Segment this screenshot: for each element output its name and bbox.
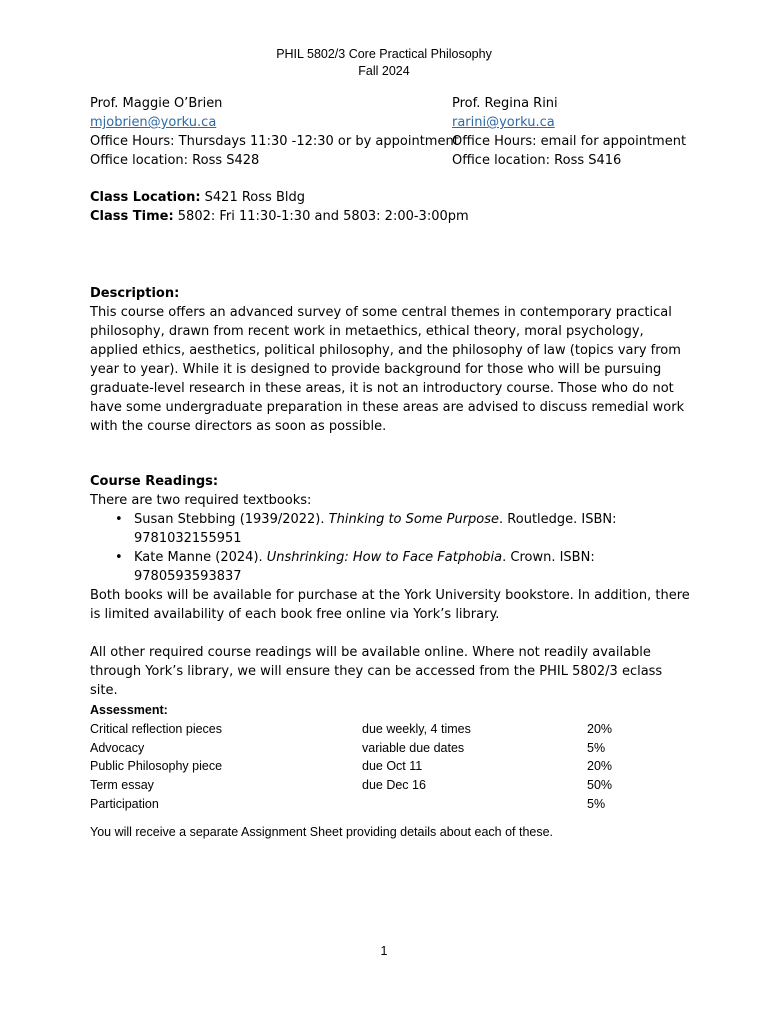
assessment-section <box>90 701 650 814</box>
class-time-value: 5802: Fri 11:30-1:30 and 5803: 2:00-3:00pm <box>173 209 469 224</box>
book-title: Thinking to Some Purpose <box>328 512 500 527</box>
course-header <box>0 46 768 80</box>
assessment-due: due weekly, 4 times <box>362 721 471 736</box>
assessment-due: due Oct 11 <box>362 759 423 774</box>
readings-section <box>90 472 690 700</box>
instructor-1 <box>90 94 459 170</box>
instructor-office-location: Office location: Ross S416 <box>452 153 622 168</box>
assessment-due: due Dec 16 <box>362 778 426 793</box>
assessment-due: variable due dates <box>362 740 465 755</box>
class-time <box>90 207 469 226</box>
description-heading: Description: <box>90 286 180 301</box>
assessment-item: Public Philosophy piece <box>90 759 223 774</box>
instructor-office-hours: Office Hours: Thursdays 11:30 -12:30 or by appointment <box>90 134 459 149</box>
readings-availability: Both books will be available for purchase at the York University bookstore. In addition, there is limited availability of each book free online via York’s library. <box>90 588 690 622</box>
instructor-email-link[interactable]: rarini@yorku.ca <box>452 115 555 130</box>
instructor-name: Prof. Regina Rini <box>452 96 558 111</box>
assessment-row <box>90 776 650 795</box>
course-title: PHIL 5802/3 Core Practical Philosophy <box>276 47 492 61</box>
readings-intro: There are two required textbooks: <box>90 493 312 508</box>
book-publisher: . Crown. ISBN: 9780593593837 <box>134 550 595 584</box>
class-info <box>90 188 469 226</box>
assessment-row <box>90 739 650 758</box>
class-location-value: S421 Ross Bldg <box>200 190 305 205</box>
instructor-email-link[interactable]: mjobrien@yorku.ca <box>90 115 217 130</box>
assessment-item: Advocacy <box>90 740 145 755</box>
book-citation: Kate Manne (2024). <box>134 550 267 565</box>
class-time-label: Class Time: <box>90 209 174 224</box>
book-title: Unshrinking: How to Face Fatphobia <box>266 550 503 565</box>
assessment-weight: 20% <box>587 759 613 774</box>
readings-heading: Course Readings: <box>90 474 219 489</box>
textbook-item <box>134 548 690 586</box>
assessment-note: You will receive a separate Assignment Sheet providing details about each of these. <box>90 825 554 839</box>
class-location-label: Class Location: <box>90 190 201 205</box>
book-publisher: . Routledge. ISBN: 9781032155951 <box>134 512 617 546</box>
instructor-name: Prof. Maggie O’Brien <box>90 96 223 111</box>
assessment-item: Term essay <box>90 778 154 793</box>
instructor-2 <box>452 94 686 170</box>
readings-other: All other required course readings will be available online. Where not readily available through York’s library, we will ensure they can be accessed from the PHIL 5802/3 eclass site. <box>90 645 663 698</box>
page-number: 1 <box>380 944 388 958</box>
course-term: Fall 2024 <box>358 64 410 78</box>
assessment-weight: 20% <box>587 721 613 736</box>
assessment-weight: 5% <box>587 796 606 811</box>
assessment-item: Participation <box>90 796 159 811</box>
description-text: This course offers an advanced survey of some central themes in contemporary practical philosophy, drawn from recent work in metaethics, ethical theory, moral psychology, applied ethics, aesthetics, political philosophy, and the philosophy of law (topics vary from year to year). While it is designed to provide background for those who will be pursuing graduate-level research in these areas, it is not an introductory course. Those who do not have some undergraduate preparation in these areas are advised to discuss remedial work with the course directors as soon as possible. <box>90 305 685 434</box>
book-citation: Susan Stebbing (1939/2022). <box>134 512 329 527</box>
textbook-list <box>90 510 690 586</box>
instructor-office-location: Office location: Ross S428 <box>90 153 260 168</box>
assessment-item: Critical reflection pieces <box>90 721 222 736</box>
assessment-row <box>90 757 650 776</box>
textbook-item <box>134 510 690 548</box>
description-section <box>90 284 690 436</box>
assessment-weight: 5% <box>587 740 606 755</box>
assessment-row <box>90 795 650 814</box>
instructor-office-hours: Office Hours: email for appointment <box>452 134 687 149</box>
assessment-weight: 50% <box>587 778 613 793</box>
assessment-heading: Assessment: <box>90 703 168 717</box>
class-location <box>90 188 469 207</box>
assessment-row <box>90 720 650 739</box>
